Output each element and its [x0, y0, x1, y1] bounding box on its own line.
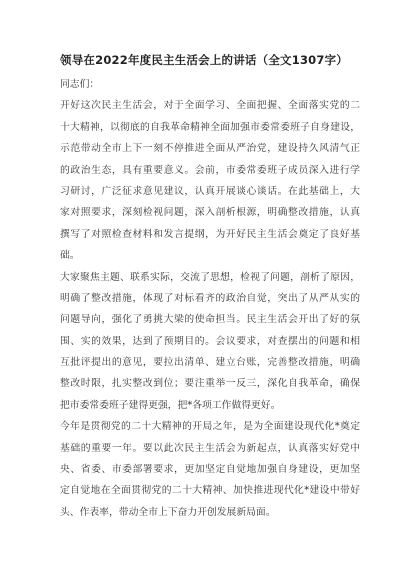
- document-title: 领导在2022年度民主生活会上的讲话（全文1307字）: [60, 53, 348, 67]
- paragraph-2-line: 大家聚焦主题、联系实际，交流了思想，检视了问题，剖析了原因，: [60, 271, 360, 283]
- document-body: [60, 74, 360, 523]
- paragraph-3-line: 基础的重要一年。要以此次民主生活会为新起点，认真落实好党中: [60, 442, 360, 454]
- salutation-line: 同志们：: [60, 79, 100, 90]
- paragraph-1-line: 习研讨，广泛征求意见建议，认真开展谈心谈话。在此基础上，大: [60, 185, 360, 197]
- paragraph-1-line: 家对照要求，深刻检视问题，深入剖析根源，明确整改措施，认真: [60, 207, 360, 219]
- paragraph-2-line: 问题导向，强化了勇挑大梁的使命担当。民主生活会开出了好的氛: [60, 314, 360, 326]
- paragraph-3-line: 央、省委、市委部署要求，更加坚定自觉地加强自身建设，更加坚: [60, 464, 360, 476]
- paragraph-3-line: 头、作表率，带动全市上下奋力开创发展新局面。: [60, 506, 276, 518]
- paragraph-3-line: 今年是贯彻党的二十大精神的开局之年，是为全面建设现代化*奠定: [60, 421, 360, 433]
- paragraph-1-line: 撰写了对照检查材料和发言提纲，为开好民主生活会奠定了良好基: [60, 228, 360, 240]
- paragraph-1-line: 础。: [60, 250, 80, 262]
- paragraph-1-line: 的政治生态，具有重要意义。会前，市委常委班子成员深入进行学: [60, 164, 360, 176]
- paragraph-1-line: 十大精神，以彻底的自我革命精神全面加强市委常委班子自身建设，: [60, 121, 360, 133]
- paragraph-1-line: 开好这次民主生活会，对于全面学习、全面把握、全面落实党的二: [60, 100, 360, 112]
- paragraph-2-line: 整改时限，扎实整改到位；要注重举一反三，深化自我革命，确保: [60, 378, 360, 390]
- paragraph-3-line: 定自觉地在全面贯彻党的二十大精神、加快推进现代化*建设中带好: [60, 485, 360, 497]
- paragraph-2-line: 明确了整改措施，体现了对标看齐的政治自觉，突出了从严从实的: [60, 292, 360, 304]
- paragraph-2-line: 围、实的效果，达到了预期目的。会议要求，对查摆出的问题和相: [60, 335, 360, 347]
- paragraph-1-line: 示范带动全市上下一刻不停推进全面从严治党，建设持久风清气正: [60, 143, 360, 155]
- paragraph-2-line: 把市委常委班子建得更强，把*各项工作做得更好。: [60, 399, 281, 411]
- paragraph-2-line: 互批评提出的意见，要拉出清单、建立台账，完善整改措施，明确: [60, 357, 360, 369]
